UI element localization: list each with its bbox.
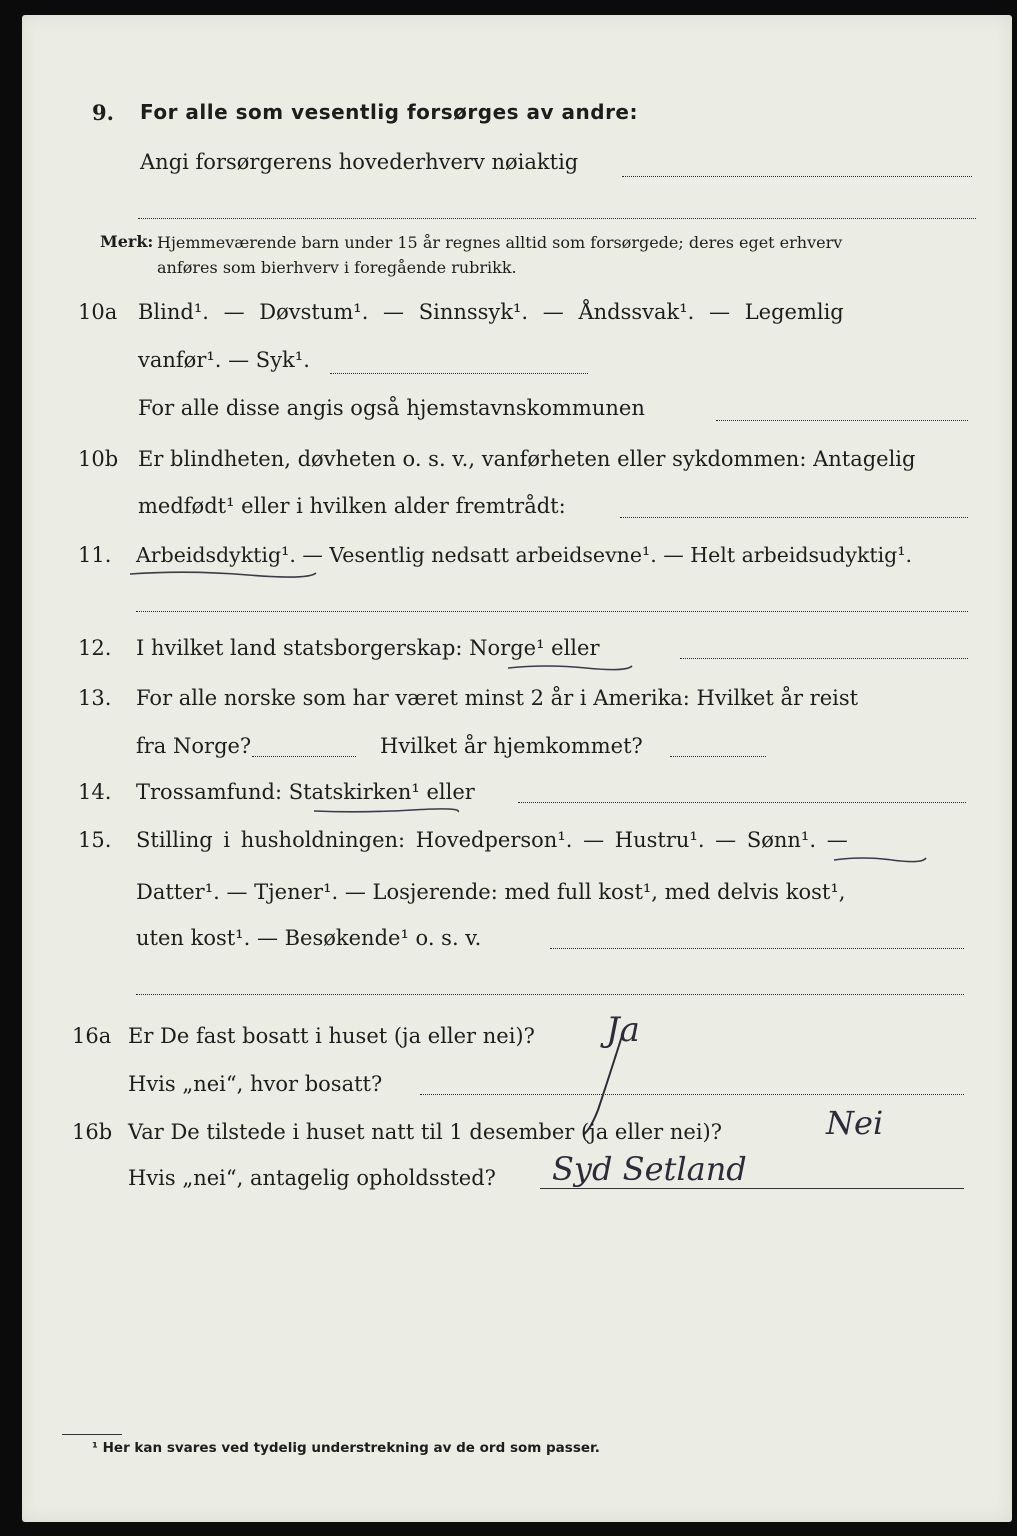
q9-line2: Angi forsørgerens hovederhverv nøiaktig xyxy=(140,150,579,174)
q10a-line2: vanfør¹. — Syk¹. xyxy=(138,348,310,372)
q9-extra-answer-line[interactable] xyxy=(138,218,976,219)
q13-answer-line-2[interactable] xyxy=(670,756,766,757)
q16a-answer-line[interactable] xyxy=(420,1094,964,1095)
q9-answer-line[interactable] xyxy=(622,176,972,177)
q16b-handwritten-answer-1[interactable]: Nei xyxy=(826,1104,884,1142)
q15-number: 15. xyxy=(78,828,112,852)
q15-answer-line[interactable] xyxy=(550,948,964,949)
q16b-handwritten-answer-2[interactable]: Syd Setland xyxy=(552,1150,747,1188)
q10b-answer-line[interactable] xyxy=(620,517,968,518)
q16b-line2: Hvis „nei“, antagelig opholdssted? xyxy=(128,1166,496,1190)
q13-line2-hjemkommet: Hvilket år hjemkommet? xyxy=(380,734,643,758)
q10a-line3: For alle disse angis også hjemstavnskommunen xyxy=(138,396,645,420)
q16b-answer-line[interactable] xyxy=(540,1188,964,1189)
q11-answer-line[interactable] xyxy=(136,611,968,612)
q13-line2-fra-norge: fra Norge? xyxy=(136,734,252,758)
q14-answer-line[interactable] xyxy=(518,802,966,803)
footnote-text: ¹ Her kan svares ved tydelig understrekning av de ord som passer. xyxy=(92,1440,600,1456)
q14-statskirken-underline xyxy=(312,804,462,818)
q15-line3: uten kost¹. — Besøkende¹ o. s. v. xyxy=(136,926,482,950)
q14-line1: Trossamfund: Statskirken¹ eller xyxy=(136,780,475,804)
q12-norge-underline xyxy=(506,660,636,674)
q10a-answer-line-1[interactable] xyxy=(330,373,588,374)
q16a-line1: Er De fast bosatt i huset (ja eller nei)? xyxy=(128,1024,535,1048)
q15-sonn-underline xyxy=(832,852,928,866)
footnote-rule xyxy=(62,1434,122,1435)
q15-line2: Datter¹. — Tjener¹. — Losjerende: med full kost¹, med delvis kost¹, xyxy=(136,880,846,904)
q11-line1: Arbeidsdyktig¹. — Vesentlig nedsatt arbeidsevne¹. — Helt arbeidsudyktig¹. xyxy=(136,543,913,567)
q16b-line1: Var De tilstede i huset natt til 1 desember (ja eller nei)? xyxy=(128,1120,723,1144)
q12-number: 12. xyxy=(78,636,112,660)
q11-number: 11. xyxy=(78,543,112,567)
q15-extra-answer-line[interactable] xyxy=(136,994,964,995)
q13-number: 13. xyxy=(78,686,112,710)
q12-answer-line[interactable] xyxy=(680,658,968,659)
q16a-line2: Hvis „nei“, hvor bosatt? xyxy=(128,1072,383,1096)
merk-line1: Hjemmeværende barn under 15 år regnes alltid som forsørgede; deres eget erhverv xyxy=(157,233,843,252)
q10a-answer-line-2[interactable] xyxy=(716,420,968,421)
merk-label: Merk: xyxy=(100,232,154,251)
q12-line1: I hvilket land statsborgerskap: Norge¹ eller xyxy=(136,636,600,660)
q16a-number: 16a xyxy=(72,1024,112,1048)
q10b-line2: medfødt¹ eller i hvilken alder fremtrådt: xyxy=(138,494,566,518)
q13-answer-line-1[interactable] xyxy=(252,756,356,757)
q10b-number: 10b xyxy=(78,447,119,471)
merk-line2: anføres som bierhverv i foregående rubrikk. xyxy=(157,258,517,277)
q10b-line1: Er blindheten, døvheten o. s. v., vanførheten eller sykdommen: Antagelig xyxy=(138,447,916,471)
q9-line1: For alle som vesentlig forsørges av andre: xyxy=(140,100,638,124)
q11-arbeidsdyktig-underline xyxy=(128,566,318,580)
q9-number: 9. xyxy=(92,100,114,125)
q10a-number: 10a xyxy=(78,300,118,324)
q13-line1: For alle norske som har været minst 2 år i Amerika: Hvilket år reist xyxy=(136,686,859,710)
q15-line1: Stilling i husholdningen: Hovedperson¹. — Hustru¹. — Sønn¹. — xyxy=(136,828,848,852)
q16a-handwritten-answer[interactable]: Ja xyxy=(606,1010,640,1050)
q10a-line1: Blind¹. — Døvstum¹. — Sinnssyk¹. — Åndssvak¹. — Legemlig xyxy=(138,300,844,324)
q14-number: 14. xyxy=(78,780,112,804)
q16b-number: 16b xyxy=(72,1120,113,1144)
